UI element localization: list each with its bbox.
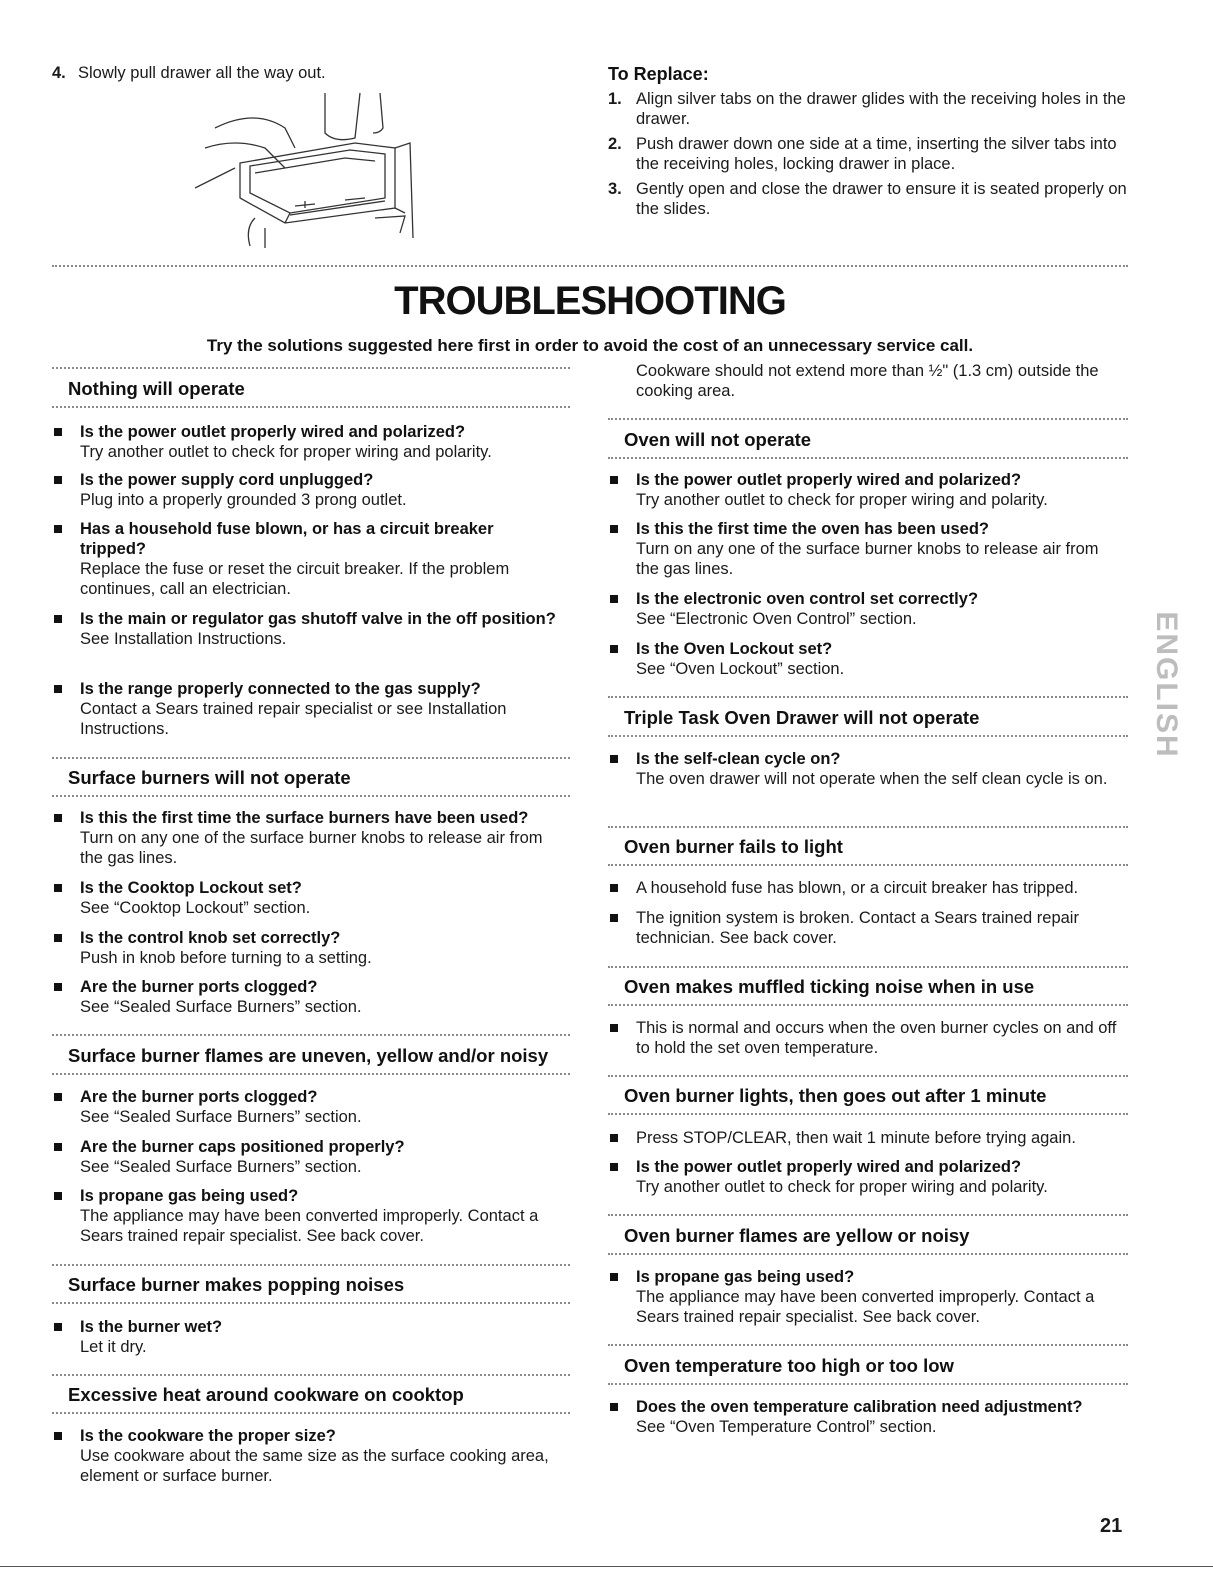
divider [608,1253,1128,1255]
list-item [610,1157,1125,1197]
bullet-icon [610,1273,618,1281]
list-item [610,908,1125,948]
list-item [54,1137,564,1177]
item-answer: A household fuse has blown, or a circuit breaker has tripped. [636,879,1079,897]
divider [608,1075,1128,1077]
item-answer: The oven drawer will not operate when the self clean cycle is on. [636,770,1108,788]
divider [608,1383,1128,1385]
step-text: Gently open and close the drawer to ensure it is seated properly on the slides. [636,180,1127,218]
bullet-icon [54,1093,62,1101]
section-heading: Surface burner makes popping noises [68,1274,405,1295]
step-text: Align silver tabs on the drawer glides with the receiving holes in the drawer. [636,90,1126,128]
bullet-icon [610,476,618,484]
bullet-icon [610,1163,618,1171]
item-question: Is the power outlet properly wired and polarized? [80,423,466,441]
bullet-icon [54,685,62,693]
list-item [610,749,1125,789]
divider [608,418,1128,420]
divider [52,1374,570,1376]
item-question: Are the burner ports clogged? [80,1088,318,1106]
replace-step-1 [608,89,1128,129]
step-4 [52,63,326,84]
item-question: Is propane gas being used? [636,1268,855,1286]
divider [52,367,570,369]
list-item [54,928,564,968]
bullet-icon [54,884,62,892]
item-answer: Try another outlet to check for proper wiring and polarity. [80,443,492,461]
list-item [54,1426,564,1486]
step-number: 1. [608,90,622,108]
list-item [610,639,1125,679]
drawer-illustration [195,88,425,248]
language-tab [1150,578,1183,788]
divider [52,1073,570,1075]
section-heading: Triple Task Oven Drawer will not operate [624,707,980,728]
language-tab-label: ENGLISH [1150,611,1183,759]
list-item [54,470,564,510]
item-answer: See “Oven Lockout” section. [636,660,845,678]
bullet-icon [54,428,62,436]
bullet-icon [54,525,62,533]
bullet-icon [54,1192,62,1200]
item-question: Is the power outlet properly wired and polarized? [636,1158,1022,1176]
bullet-icon [610,755,618,763]
divider [608,696,1128,698]
item-answer: Press STOP/CLEAR, then wait 1 minute before trying again. [636,1129,1076,1147]
bullet-icon [54,1432,62,1440]
step-text: Push drawer down one side at a time, inserting the silver tabs into the receiving holes, locking drawer in place. [636,135,1117,173]
list-item [610,470,1125,510]
page-title: TROUBLESHOOTING [394,279,786,323]
replace-heading: To Replace: [608,64,709,84]
divider [52,406,570,408]
divider [608,826,1128,828]
divider [608,1344,1128,1346]
list-item [54,609,564,649]
step-number: 2. [608,135,622,153]
list-item [54,808,569,868]
bullet-icon [54,615,62,623]
bullet-icon [610,525,618,533]
divider [52,757,570,759]
list-item [54,878,564,918]
item-question: Is the burner wet? [80,1318,223,1336]
section-heading: Oven makes muffled ticking noise when in use [624,976,1035,997]
item-answer: Turn on any one of the surface burner knobs to release air from the gas lines. [80,829,543,867]
divider [52,795,570,797]
step-text: Slowly pull drawer all the way out. [78,64,326,82]
item-answer: See Installation Instructions. [80,630,287,648]
divider [608,1214,1128,1216]
page-number: 21 [1100,1515,1123,1537]
list-item [610,1128,1125,1148]
section-heading: Oven burner flames are yellow or noisy [624,1225,970,1246]
item-answer: Replace the fuse or reset the circuit breaker. If the problem continues, call an electrician. [80,560,510,598]
item-question: Is the range properly connected to the gas supply? [80,680,481,698]
list-item [610,1018,1125,1058]
section-heading: Surface burner flames are uneven, yellow and/or noisy [68,1045,549,1066]
item-question: Is this the first time the surface burners have been used? [80,809,529,827]
bullet-icon [610,1403,618,1411]
list-item [610,589,1125,629]
step-number: 4. [52,64,66,82]
step-number: 3. [608,180,622,198]
item-answer: This is normal and occurs when the oven burner cycles on and off to hold the set oven temperature. [636,1019,1117,1057]
divider [52,1412,570,1414]
bullet-icon [610,914,618,922]
list-item [610,519,1125,579]
item-answer: See “Cooktop Lockout” section. [80,899,311,917]
item-answer: See “Electronic Oven Control” section. [636,610,917,628]
list-item [54,679,564,739]
bullet-icon [54,476,62,484]
divider [52,1302,570,1304]
item-answer: Turn on any one of the surface burner knobs to release air from the gas lines. [636,540,1099,578]
item-question: Is the cookware the proper size? [80,1427,336,1445]
divider [608,457,1128,459]
section-heading: Excessive heat around cookware on cooktop [68,1384,464,1405]
section-heading: Oven temperature too high or too low [624,1355,954,1376]
section-heading: Oven will not operate [624,429,812,450]
item-question: Is the electronic oven control set correctly? [636,590,979,608]
section-heading: Nothing will operate [68,378,245,399]
bullet-icon [610,884,618,892]
divider [52,265,1128,267]
item-answer: Try another outlet to check for proper wiring and polarity. [636,491,1048,509]
item-question: Is propane gas being used? [80,1187,299,1205]
item-answer: Push in knob before turning to a setting. [80,949,372,967]
divider [52,1034,570,1036]
divider [608,1113,1128,1115]
item-question: Are the burner ports clogged? [80,978,318,996]
bullet-icon [54,814,62,822]
list-item [610,1397,1130,1437]
bottom-rule [0,1566,1213,1567]
bullet-icon [54,934,62,942]
item-answer: The ignition system is broken. Contact a Sears trained repair technician. See back cover. [636,909,1079,947]
list-item [54,1186,564,1246]
item-answer: See “Sealed Surface Burners” section. [80,1158,362,1176]
item-answer: See “Sealed Surface Burners” section. [80,1108,362,1126]
divider [608,966,1128,968]
bullet-icon [54,1323,62,1331]
page-subtitle: Try the solutions suggested here first in order to avoid the cost of an unnecessary service call. [206,336,974,355]
item-question: Is the main or regulator gas shutoff valve in the off position? [80,610,556,628]
bullet-icon [54,1143,62,1151]
list-item [610,878,1125,898]
item-question: Is this the first time the oven has been used? [636,520,989,538]
list-item [54,519,564,599]
section-heading: Oven burner lights, then goes out after 1 minute [624,1085,1047,1106]
divider [608,1004,1128,1006]
item-answer: Contact a Sears trained repair specialist or see Installation Instructions. [80,700,507,738]
list-item [54,1317,564,1357]
item-question: Is the Cooktop Lockout set? [80,879,302,897]
bullet-icon [610,595,618,603]
bullet-icon [54,983,62,991]
item-question: Are the burner caps positioned properly? [80,1138,405,1156]
item-answer: The appliance may have been converted improperly. Contact a Sears trained repair specialist. See back cover. [80,1207,539,1245]
divider [608,864,1128,866]
divider [52,1264,570,1266]
item-question: Is the Oven Lockout set? [636,640,833,658]
bullet-icon [610,1134,618,1142]
list-item [54,977,564,1017]
replace-step-3 [608,179,1128,219]
item-answer: See “Sealed Surface Burners” section. [80,998,362,1016]
item-question: Is the control knob set correctly? [80,929,341,947]
section-heading: Surface burners will not operate [68,767,351,788]
bullet-icon [610,645,618,653]
continued-text: Cookware should not extend more than ½" (1.3 cm) outside the cooking area. [636,362,1099,400]
replace-step-2 [608,134,1128,174]
item-answer: Try another outlet to check for proper wiring and polarity. [636,1178,1048,1196]
item-question: Is the self-clean cycle on? [636,750,841,768]
list-item [610,1267,1125,1327]
item-answer: Use cookware about the same size as the surface cooking area, element or surface burner. [80,1447,549,1485]
section-heading: Oven burner fails to light [624,836,843,857]
bullet-icon [610,1024,618,1032]
item-question: Has a household fuse blown, or has a circuit breaker tripped? [80,520,494,558]
item-answer: Plug into a properly grounded 3 prong outlet. [80,491,407,509]
item-answer: The appliance may have been converted improperly. Contact a Sears trained repair specialist. See back cover. [636,1288,1095,1326]
item-question: Is the power supply cord unplugged? [80,471,374,489]
item-question: Does the oven temperature calibration need adjustment? [636,1398,1083,1416]
list-item [54,422,564,462]
item-question: Is the power outlet properly wired and polarized? [636,471,1022,489]
item-answer: See “Oven Temperature Control” section. [636,1418,937,1436]
list-item [54,1087,564,1127]
divider [608,735,1128,737]
item-answer: Let it dry. [80,1338,147,1356]
